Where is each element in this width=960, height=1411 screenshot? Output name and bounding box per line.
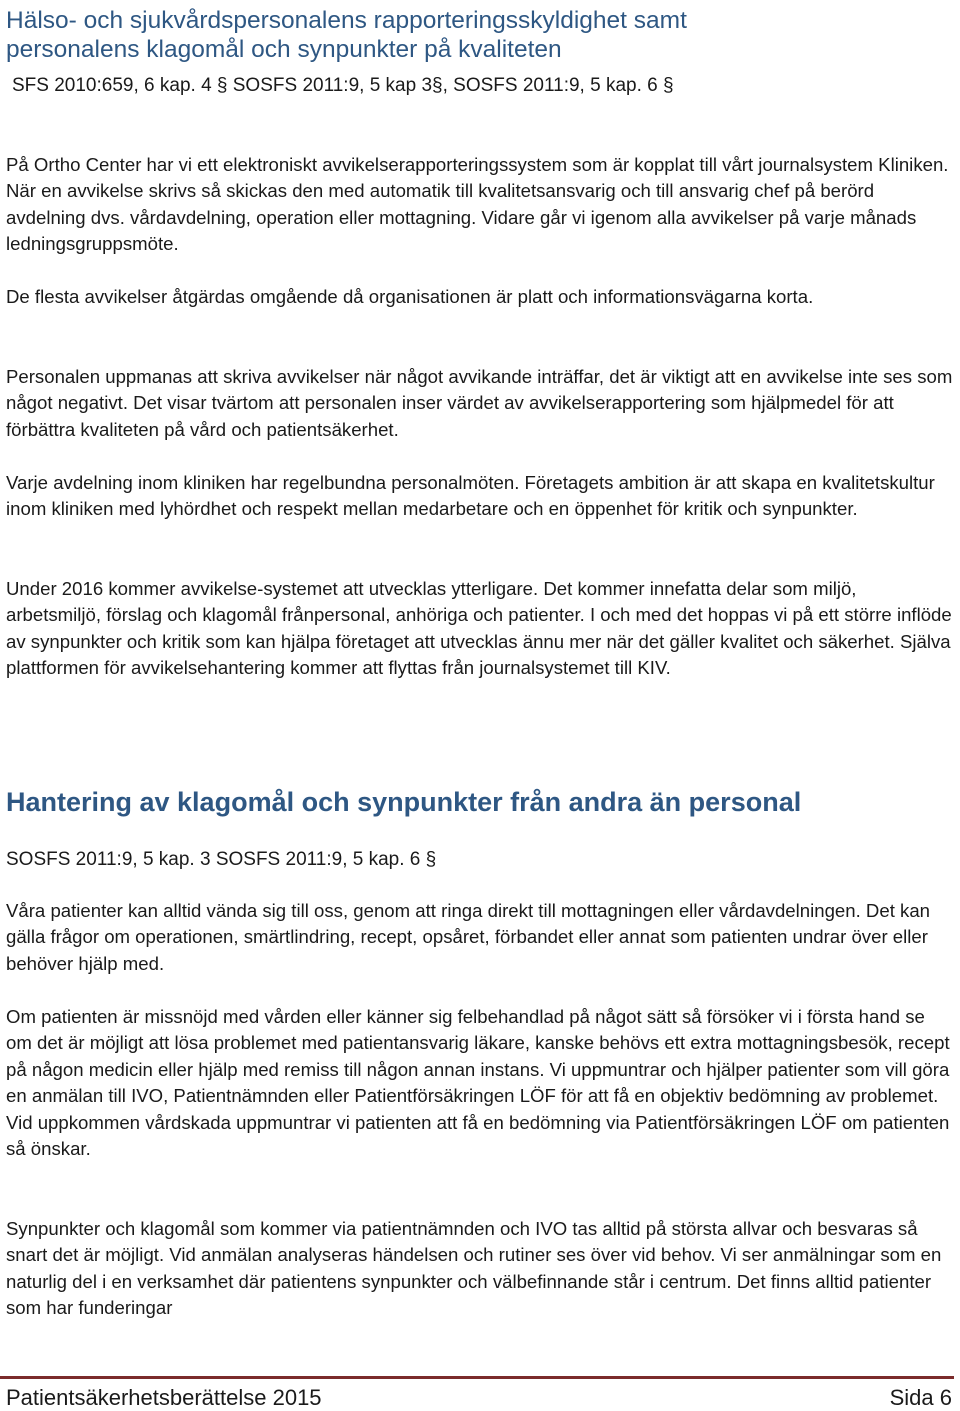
footer-page-number: Sida 6: [889, 1385, 952, 1410]
section-heading-complaints: Hantering av klagomål och synpunkter från andra än personal: [6, 787, 802, 817]
paragraph-deviation-system: På Ortho Center har vi ett elektroniskt avvikelserapporteringssystem som är kopplat till vårt journalsystem Kliniken. När en avvikelse skrivs så skickas den med automatik till kvalitetsansvarig och till ansvarig chef på berörd avdelning dvs. vårdavdelning, operation eller mottagning. Vidare går vi igenom alla avvikelser på varje månads ledningsgruppsmöte.: [6, 154, 949, 255]
main-heading-line2: personalens klagomål och synpunkter på kvaliteten: [6, 36, 562, 63]
main-heading: [6, 6, 954, 64]
paragraph-staff-meetings: Varje avdelning inom kliniken har regelbundna personalmöten. Företagets ambition är att skapa en kvalitetskultur inom kliniken med lyhördhet och respekt mellan medarbetare och en öppenhet för kritik och synpunkter.: [6, 472, 935, 520]
legal-reference-2: SOSFS 2011:9, 5 kap. 3 SOSFS 2011:9, 5 kap. 6 §: [6, 849, 437, 870]
paragraph-2016-development: Under 2016 kommer avvikelse-systemet att utvecklas ytterligare. Det kommer innefatta delar som miljö, arbetsmiljö, förslag och klagomål frånpersonal, anhöriga och patienter. I och med det hoppas vi på ett större inflöde av synpunkter och kritik som kan hjälpa företaget att utvecklas ännu mer när det gäller kvalitet och säkerhet. Själva plattformen för avvikelsehantering kommer att flyttas från journalsystemet till KIV.: [6, 578, 952, 679]
paragraph-deviation-handling: De flesta avvikelser åtgärdas omgående då organisationen är platt och informationsvägarna korta.: [6, 286, 814, 307]
paragraph-dissatisfied-patient: Om patienten är missnöjd med vården eller känner sig felbehandlad på något sätt så försöker vi i första hand se om det är möjligt att lösa problemet med patientansvarig läkare, kanske behövs ett extra mottagningsbesök, recept på någon medicin eller hjälp med remiss till någon annan instans. Vi uppmuntrar och hjälper patienter som vill göra en anmälan till IVO, Patientnämnden eller Patientförsäkringen LÖF för att få en objektiv bedömning av problemet. Vid uppkommen vårdskada uppmuntrar vi patienten att få en bedömning via Patientförsäkringen LÖF om patienten så önskar.: [6, 1006, 950, 1160]
paragraph-patient-contact: Våra patienter kan alltid vända sig till oss, genom att ringa direkt till mottagningen eller vårdavdelningen. Det kan gälla frågor om operationen, smärtlindring, recept, opsåret, förbandet eller annat som patienten undrar över eller behöver hjälp med.: [6, 900, 931, 974]
paragraph-staff-encouraged: Personalen uppmanas att skriva avvikelser när något avvikande inträffar, det är viktigt att en avvikelse inte ses som något negativt. Det visar tvärtom att personalen inser värdet av avvikelserapportering som hjälpmedel för att förbättra kvaliteten på vård och patientsäkerhet.: [6, 366, 953, 440]
footer-divider: [0, 1376, 954, 1379]
paragraph-complaints-ivo: Synpunkter och klagomål som kommer via patientnämnden och IVO tas alltid på största allvar och besvaras så snart det är möjligt. Vid anmälan analyseras händelsen och rutiner ses över vid behov. Vi ser anmälningar som en naturlig del i en verksamhet där patientens synpunkter och välbefinnande står i centrum. Det finns alltid patienter som har funderingar: [6, 1218, 942, 1319]
main-heading-line1: Hälso- och sjukvårdspersonalens rapporteringsskyldighet samt: [6, 7, 687, 34]
legal-reference-1: SFS 2010:659, 6 kap. 4 § SOSFS 2011:9, 5 kap 3§, SOSFS 2011:9, 5 kap. 6 §: [12, 75, 674, 96]
footer-report-title: Patientsäkerhetsberättelse 2015: [6, 1385, 322, 1410]
